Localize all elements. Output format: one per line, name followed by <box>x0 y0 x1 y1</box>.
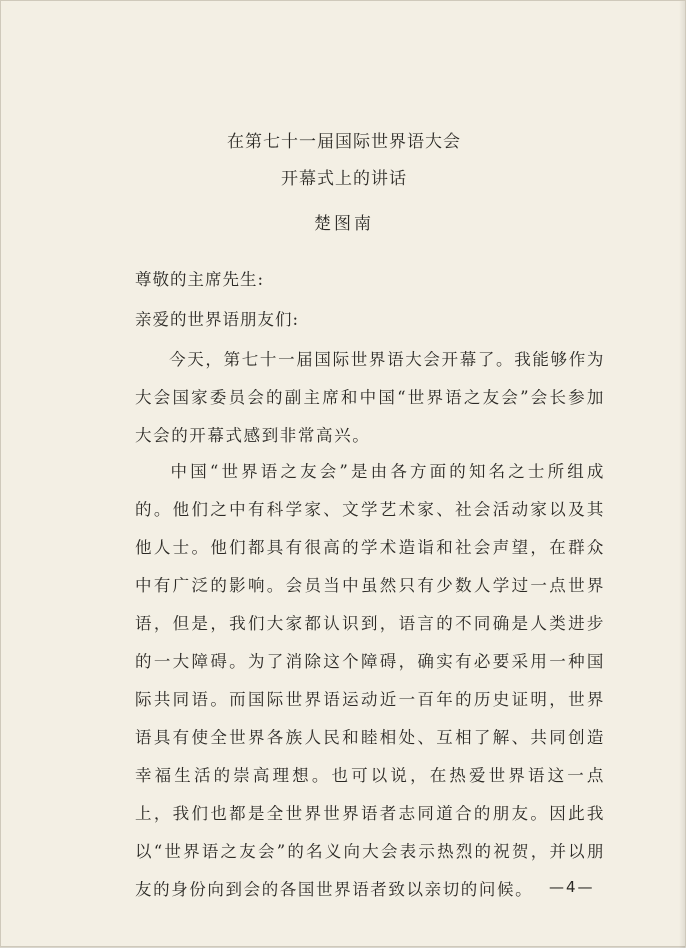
salutation-chairman: 尊敬的主席先生: <box>135 270 265 289</box>
page-number: —4— <box>549 878 595 896</box>
paragraph-friends-society-text: 中国“世界语之友会”是由各方面的知名之士所组成的。他们之中有科学家、文学艺术家、社会活动家以及其他人士。他们都具有很高的学术造诣和社会声望，在群众中有广泛的影响。会员当中虽然只有少数人学过一点世界语，但是，我们大家都认识到，语言的不同确是人类进步的一大障碍。为了消除这个障碍，确实有必要采用一种国际共同语。而国际世界语运动近一百年的历史证明，世界语具有使全世界各族人民和睦相处、互相了解、共同创造幸福生活的崇高理想。也可以说，在热爱世界语这一点上，我们也都是全世界世界语者志同道合的朋友。因此我以“世界语之友会”的名义向大会表示热烈的祝贺，并以朋友的身份向到会的各国世界语者致以亲切的问候。 <box>135 462 605 899</box>
document-author: 楚图南 <box>314 214 374 234</box>
paragraph-opening-text: 今天，第七十一届国际世界语大会开幕了。我能够作为大会国家委员会的副主席和中国“世界语之友会”会长参加大会的开幕式感到非常高兴。 <box>135 350 605 445</box>
paragraph-friends-society <box>135 453 605 909</box>
document-title-line1: 在第七十一届国际世界语大会 <box>227 132 461 152</box>
salutation-friends: 亲爱的世界语朋友们: <box>135 310 300 329</box>
document-title-line2: 开幕式上的讲话 <box>281 169 407 189</box>
paragraph-opening <box>135 341 605 455</box>
